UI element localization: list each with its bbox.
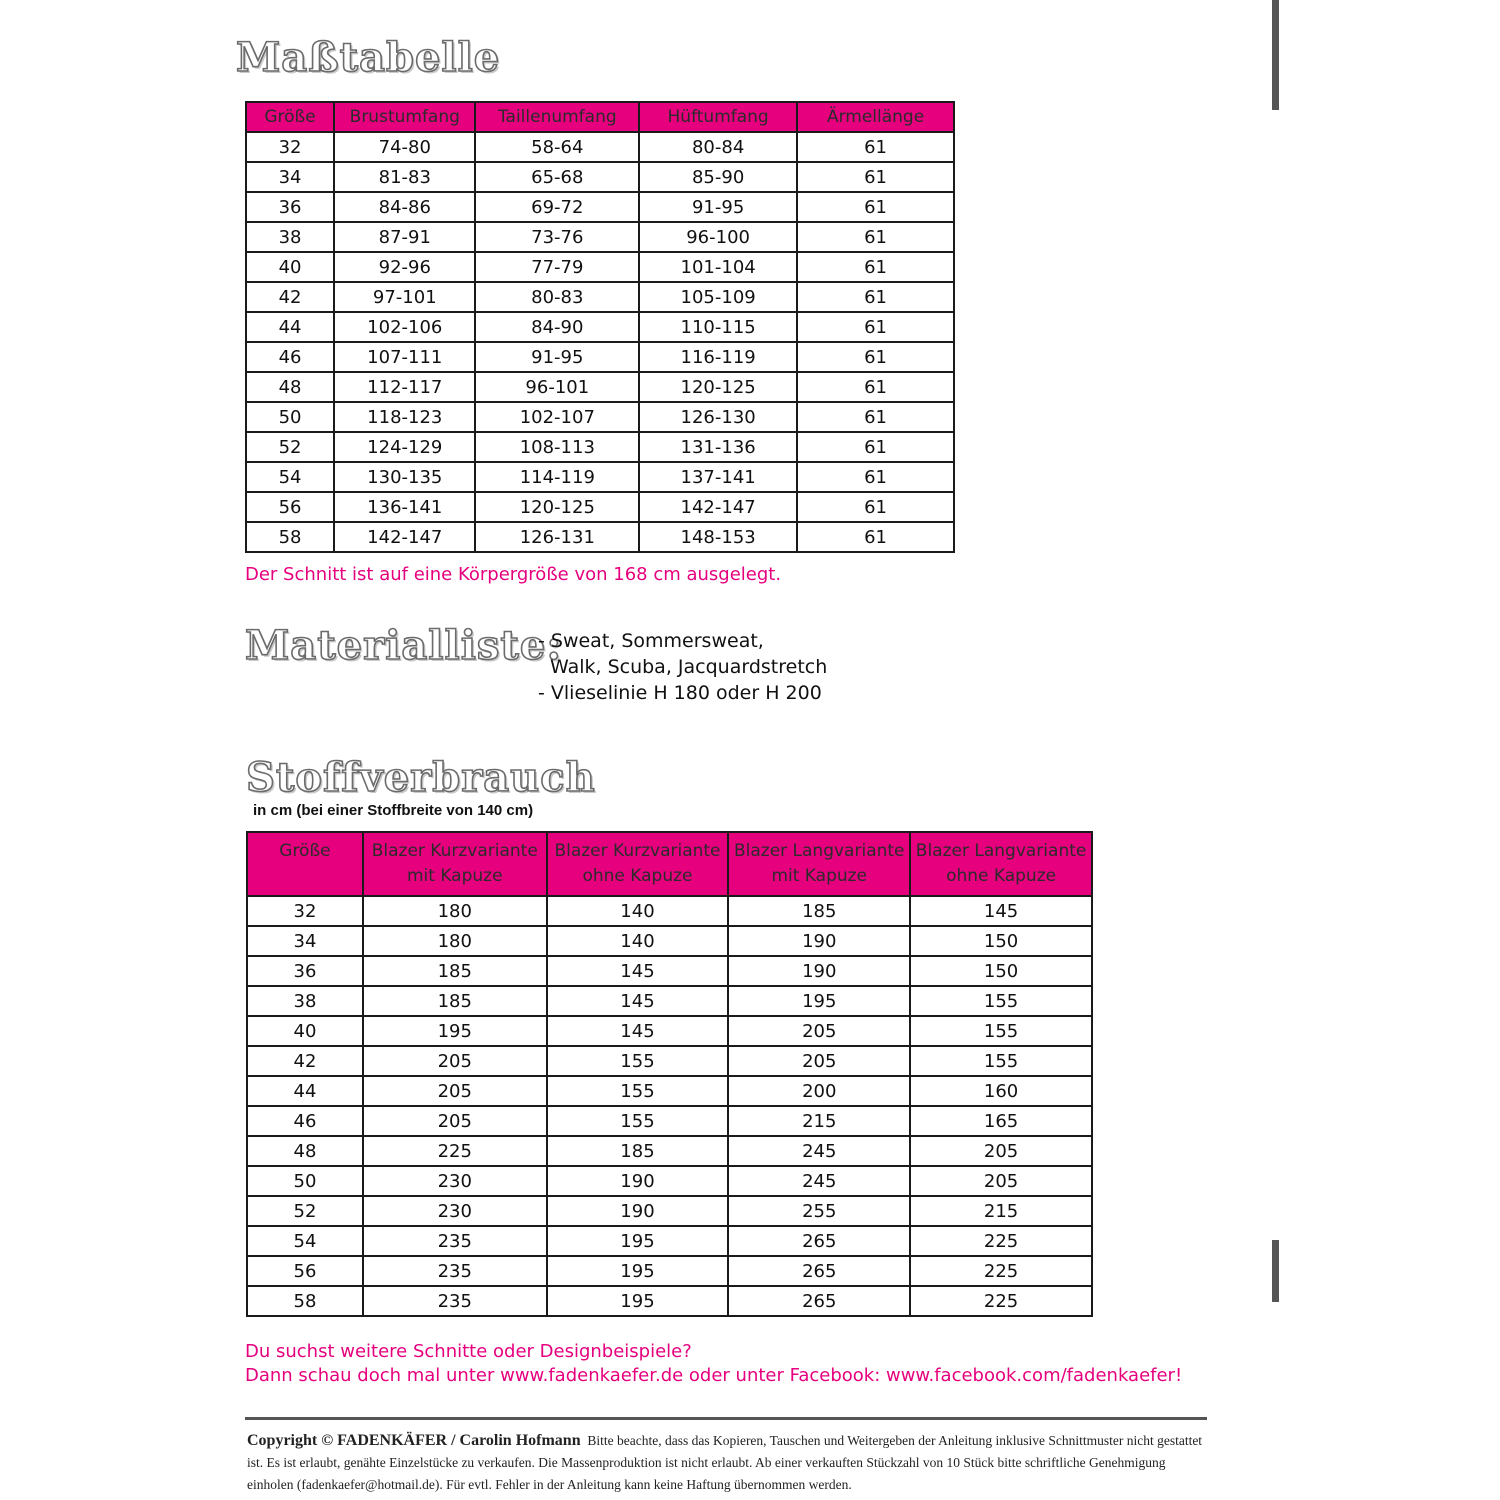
table-row — [247, 1196, 1092, 1226]
table-cell: 32 — [247, 896, 363, 926]
table-row — [247, 1226, 1092, 1256]
table-cell: 91-95 — [475, 342, 639, 372]
table-cell: 205 — [728, 1046, 910, 1076]
material-list — [538, 628, 827, 706]
table-cell: 80-84 — [639, 132, 797, 162]
table-row — [247, 1286, 1092, 1316]
table-cell: 180 — [363, 926, 547, 956]
table-cell: 185 — [728, 896, 910, 926]
measurement-table — [245, 101, 955, 553]
table-cell: 38 — [247, 986, 363, 1016]
table-cell: 190 — [728, 956, 910, 986]
table-cell: 42 — [247, 1046, 363, 1076]
table-cell: 148-153 — [639, 522, 797, 552]
table-cell: 96-100 — [639, 222, 797, 252]
table-cell: 110-115 — [639, 312, 797, 342]
table-cell: 107-111 — [334, 342, 475, 372]
material-line: Walk, Scuba, Jacquardstretch — [550, 656, 828, 678]
table-cell: 215 — [910, 1196, 1092, 1226]
table-cell: 116-119 — [639, 342, 797, 372]
header-line: Größe — [279, 841, 331, 861]
table-row — [246, 192, 954, 222]
footer-divider — [245, 1417, 1207, 1420]
header-line: mit Kapuze — [771, 866, 868, 886]
table-cell: 77-79 — [475, 252, 639, 282]
table-cell: 190 — [728, 926, 910, 956]
table-row — [246, 492, 954, 522]
table-cell: 195 — [728, 986, 910, 1016]
header-line: Blazer Langvariante — [915, 841, 1087, 861]
fabric-table-header — [247, 832, 1092, 896]
table-cell: 145 — [547, 1016, 729, 1046]
header-line: Blazer Langvariante — [733, 841, 905, 861]
column-header: Größe — [246, 102, 334, 132]
table-cell: 74-80 — [334, 132, 475, 162]
table-cell: 245 — [728, 1136, 910, 1166]
table-cell: 225 — [910, 1226, 1092, 1256]
table-cell: 44 — [246, 312, 334, 342]
table-cell: 58-64 — [475, 132, 639, 162]
table-cell: 265 — [728, 1226, 910, 1256]
table-cell: 58 — [246, 522, 334, 552]
table-row — [247, 1016, 1092, 1046]
measurement-table-header — [246, 102, 954, 132]
table-cell: 108-113 — [475, 432, 639, 462]
table-cell: 102-106 — [334, 312, 475, 342]
table-cell: 230 — [363, 1196, 547, 1226]
table-cell: 34 — [246, 162, 334, 192]
table-cell: 255 — [728, 1196, 910, 1226]
table-row — [246, 522, 954, 552]
table-cell: 34 — [247, 926, 363, 956]
table-cell: 265 — [728, 1286, 910, 1316]
table-cell: 205 — [363, 1106, 547, 1136]
table-cell: 54 — [246, 462, 334, 492]
scroll-marker-top — [1272, 0, 1279, 110]
table-cell: 131-136 — [639, 432, 797, 462]
table-cell: 56 — [246, 492, 334, 522]
table-cell: 155 — [547, 1106, 729, 1136]
table-cell: 81-83 — [334, 162, 475, 192]
table-row — [247, 1136, 1092, 1166]
table-cell: 61 — [797, 162, 954, 192]
table-cell: 265 — [728, 1256, 910, 1286]
table-cell: 46 — [247, 1106, 363, 1136]
table-cell: 190 — [547, 1166, 729, 1196]
table-row — [246, 462, 954, 492]
table-cell: 165 — [910, 1106, 1092, 1136]
column-header — [910, 832, 1092, 896]
table-cell: 235 — [363, 1286, 547, 1316]
table-cell: 38 — [246, 222, 334, 252]
fabric-subheading: in cm (bei einer Stoffbreite von 140 cm) — [253, 802, 534, 819]
table-row — [247, 1076, 1092, 1106]
table-cell: 150 — [910, 956, 1092, 986]
table-cell: 195 — [547, 1286, 729, 1316]
promo-line-2: Dann schau doch mal unter www.fadenkaefer.de oder unter Facebook: www.facebook.com/fadenkaefer! — [245, 1365, 1183, 1386]
table-cell: 36 — [246, 192, 334, 222]
table-row — [247, 1046, 1092, 1076]
table-cell: 230 — [363, 1166, 547, 1196]
table-cell: 84-86 — [334, 192, 475, 222]
table-cell: 124-129 — [334, 432, 475, 462]
table-cell: 112-117 — [334, 372, 475, 402]
table-cell: 52 — [247, 1196, 363, 1226]
table-cell: 61 — [797, 432, 954, 462]
body-height-note: Der Schnitt ist auf eine Körpergröße von 168 cm ausgelegt. — [245, 564, 782, 585]
table-cell: 61 — [797, 522, 954, 552]
table-cell: 58 — [247, 1286, 363, 1316]
table-row — [246, 402, 954, 432]
table-cell: 126-131 — [475, 522, 639, 552]
table-cell: 140 — [547, 926, 729, 956]
table-row — [246, 222, 954, 252]
table-cell: 96-101 — [475, 372, 639, 402]
table-cell: 245 — [728, 1166, 910, 1196]
table-cell: 105-109 — [639, 282, 797, 312]
table-cell: 195 — [547, 1256, 729, 1286]
table-cell: 32 — [246, 132, 334, 162]
material-heading: Materialliste: — [245, 622, 563, 669]
table-cell: 91-95 — [639, 192, 797, 222]
table-row — [246, 162, 954, 192]
table-cell: 145 — [547, 986, 729, 1016]
table-cell: 155 — [910, 1046, 1092, 1076]
column-header: Hüftumfang — [639, 102, 797, 132]
table-row — [246, 342, 954, 372]
column-header — [247, 832, 363, 896]
table-cell: 180 — [363, 896, 547, 926]
table-cell: 120-125 — [639, 372, 797, 402]
table-cell: 102-107 — [475, 402, 639, 432]
table-cell: 50 — [246, 402, 334, 432]
table-cell: 225 — [363, 1136, 547, 1166]
table-cell: 97-101 — [334, 282, 475, 312]
table-cell: 200 — [728, 1076, 910, 1106]
header-line: mit Kapuze — [406, 866, 503, 886]
table-row — [247, 986, 1092, 1016]
table-cell: 225 — [910, 1256, 1092, 1286]
table-cell: 155 — [547, 1076, 729, 1106]
table-cell: 61 — [797, 402, 954, 432]
table-cell: 87-91 — [334, 222, 475, 252]
column-header — [728, 832, 910, 896]
promo-line-1: Du suchst weitere Schnitte oder Designbeispiele? — [245, 1341, 692, 1362]
table-cell: 185 — [547, 1136, 729, 1166]
table-cell: 137-141 — [639, 462, 797, 492]
table-cell: 215 — [728, 1106, 910, 1136]
table-cell: 44 — [247, 1076, 363, 1106]
table-cell: 73-76 — [475, 222, 639, 252]
table-cell: 155 — [547, 1046, 729, 1076]
table-cell: 48 — [246, 372, 334, 402]
table-cell: 150 — [910, 926, 1092, 956]
table-cell: 235 — [363, 1256, 547, 1286]
table-cell: 61 — [797, 282, 954, 312]
table-cell: 42 — [246, 282, 334, 312]
table-cell: 195 — [363, 1016, 547, 1046]
table-cell: 160 — [910, 1076, 1092, 1106]
footer-text: Bitte beachte, dass das Kopieren, Tauschen und Weitergeben der Anleitung inklusive Schnittmuster nicht gestattet ist. Es ist erlaubt, genähte Einzelstücke zu verkaufen. Die Massenproduktion ist nicht erlaubt. Ab einer verkauften Stückzahl von 10 Stück bitte schriftliche Genehmigung einholen (fadenkaefer@hotmail.de). Für evtl. Fehler in der Anleitung kann keine Haftung übernommen werden. — [247, 1433, 1203, 1492]
table-cell: 155 — [910, 986, 1092, 1016]
table-cell: 54 — [247, 1226, 363, 1256]
table-cell: 142-147 — [334, 522, 475, 552]
table-cell: 118-123 — [334, 402, 475, 432]
fabric-table-body — [247, 896, 1092, 1316]
table-cell: 235 — [363, 1226, 547, 1256]
table-row — [247, 1256, 1092, 1286]
table-cell: 61 — [797, 222, 954, 252]
table-row — [247, 926, 1092, 956]
table-cell: 145 — [910, 896, 1092, 926]
table-row — [246, 372, 954, 402]
header-line: ohne Kapuze — [946, 866, 1057, 886]
table-cell: 80-83 — [475, 282, 639, 312]
table-cell: 120-125 — [475, 492, 639, 522]
table-cell: 205 — [363, 1076, 547, 1106]
table-cell: 61 — [797, 492, 954, 522]
fabric-heading: Stoffverbrauch — [246, 754, 596, 801]
measurement-table-body — [246, 132, 954, 552]
table-row — [247, 1166, 1092, 1196]
table-row — [246, 252, 954, 282]
fabric-table — [246, 831, 1093, 1317]
table-row — [246, 132, 954, 162]
table-cell: 36 — [247, 956, 363, 986]
footer — [247, 1430, 1207, 1496]
column-header: Brustumfang — [334, 102, 475, 132]
header-line: ohne Kapuze — [582, 866, 693, 886]
table-cell: 185 — [363, 986, 547, 1016]
table-cell: 61 — [797, 372, 954, 402]
table-row — [246, 432, 954, 462]
table-row — [247, 1106, 1092, 1136]
table-cell: 205 — [910, 1136, 1092, 1166]
table-cell: 52 — [246, 432, 334, 462]
table-row — [247, 956, 1092, 986]
table-cell: 61 — [797, 312, 954, 342]
table-cell: 40 — [247, 1016, 363, 1046]
table-cell: 136-141 — [334, 492, 475, 522]
material-line: - Sweat, Sommersweat, — [538, 630, 764, 652]
table-cell: 130-135 — [334, 462, 475, 492]
table-cell: 56 — [247, 1256, 363, 1286]
column-header: Taillenumfang — [475, 102, 639, 132]
table-cell: 61 — [797, 462, 954, 492]
table-cell: 46 — [246, 342, 334, 372]
table-cell: 114-119 — [475, 462, 639, 492]
table-cell: 195 — [547, 1226, 729, 1256]
column-header — [547, 832, 729, 896]
table-cell: 65-68 — [475, 162, 639, 192]
table-cell: 140 — [547, 896, 729, 926]
table-cell: 85-90 — [639, 162, 797, 192]
copyright-notice: Copyright © FADENKÄFER / Carolin Hofmann — [247, 1432, 581, 1449]
table-cell: 61 — [797, 252, 954, 282]
table-cell: 205 — [363, 1046, 547, 1076]
column-header — [363, 832, 547, 896]
table-cell: 40 — [246, 252, 334, 282]
table-cell: 84-90 — [475, 312, 639, 342]
header-line: Blazer Kurzvariante — [371, 841, 538, 861]
table-cell: 61 — [797, 192, 954, 222]
table-cell: 48 — [247, 1136, 363, 1166]
table-row — [246, 312, 954, 342]
measurement-heading: Maßtabelle — [236, 34, 501, 81]
table-cell: 50 — [247, 1166, 363, 1196]
table-cell: 126-130 — [639, 402, 797, 432]
table-cell: 205 — [728, 1016, 910, 1046]
column-header: Ärmellänge — [797, 102, 954, 132]
table-cell: 190 — [547, 1196, 729, 1226]
table-cell: 92-96 — [334, 252, 475, 282]
table-cell: 61 — [797, 132, 954, 162]
table-cell: 101-104 — [639, 252, 797, 282]
table-cell: 61 — [797, 342, 954, 372]
scroll-marker-bottom — [1272, 1240, 1279, 1302]
table-row — [247, 896, 1092, 926]
table-cell: 69-72 — [475, 192, 639, 222]
table-cell: 155 — [910, 1016, 1092, 1046]
table-cell: 225 — [910, 1286, 1092, 1316]
table-cell: 142-147 — [639, 492, 797, 522]
material-line: - Vlieselinie H 180 oder H 200 — [538, 682, 822, 704]
header-line: Blazer Kurzvariante — [554, 841, 721, 861]
table-cell: 185 — [363, 956, 547, 986]
table-cell: 145 — [547, 956, 729, 986]
table-cell: 205 — [910, 1166, 1092, 1196]
table-row — [246, 282, 954, 312]
